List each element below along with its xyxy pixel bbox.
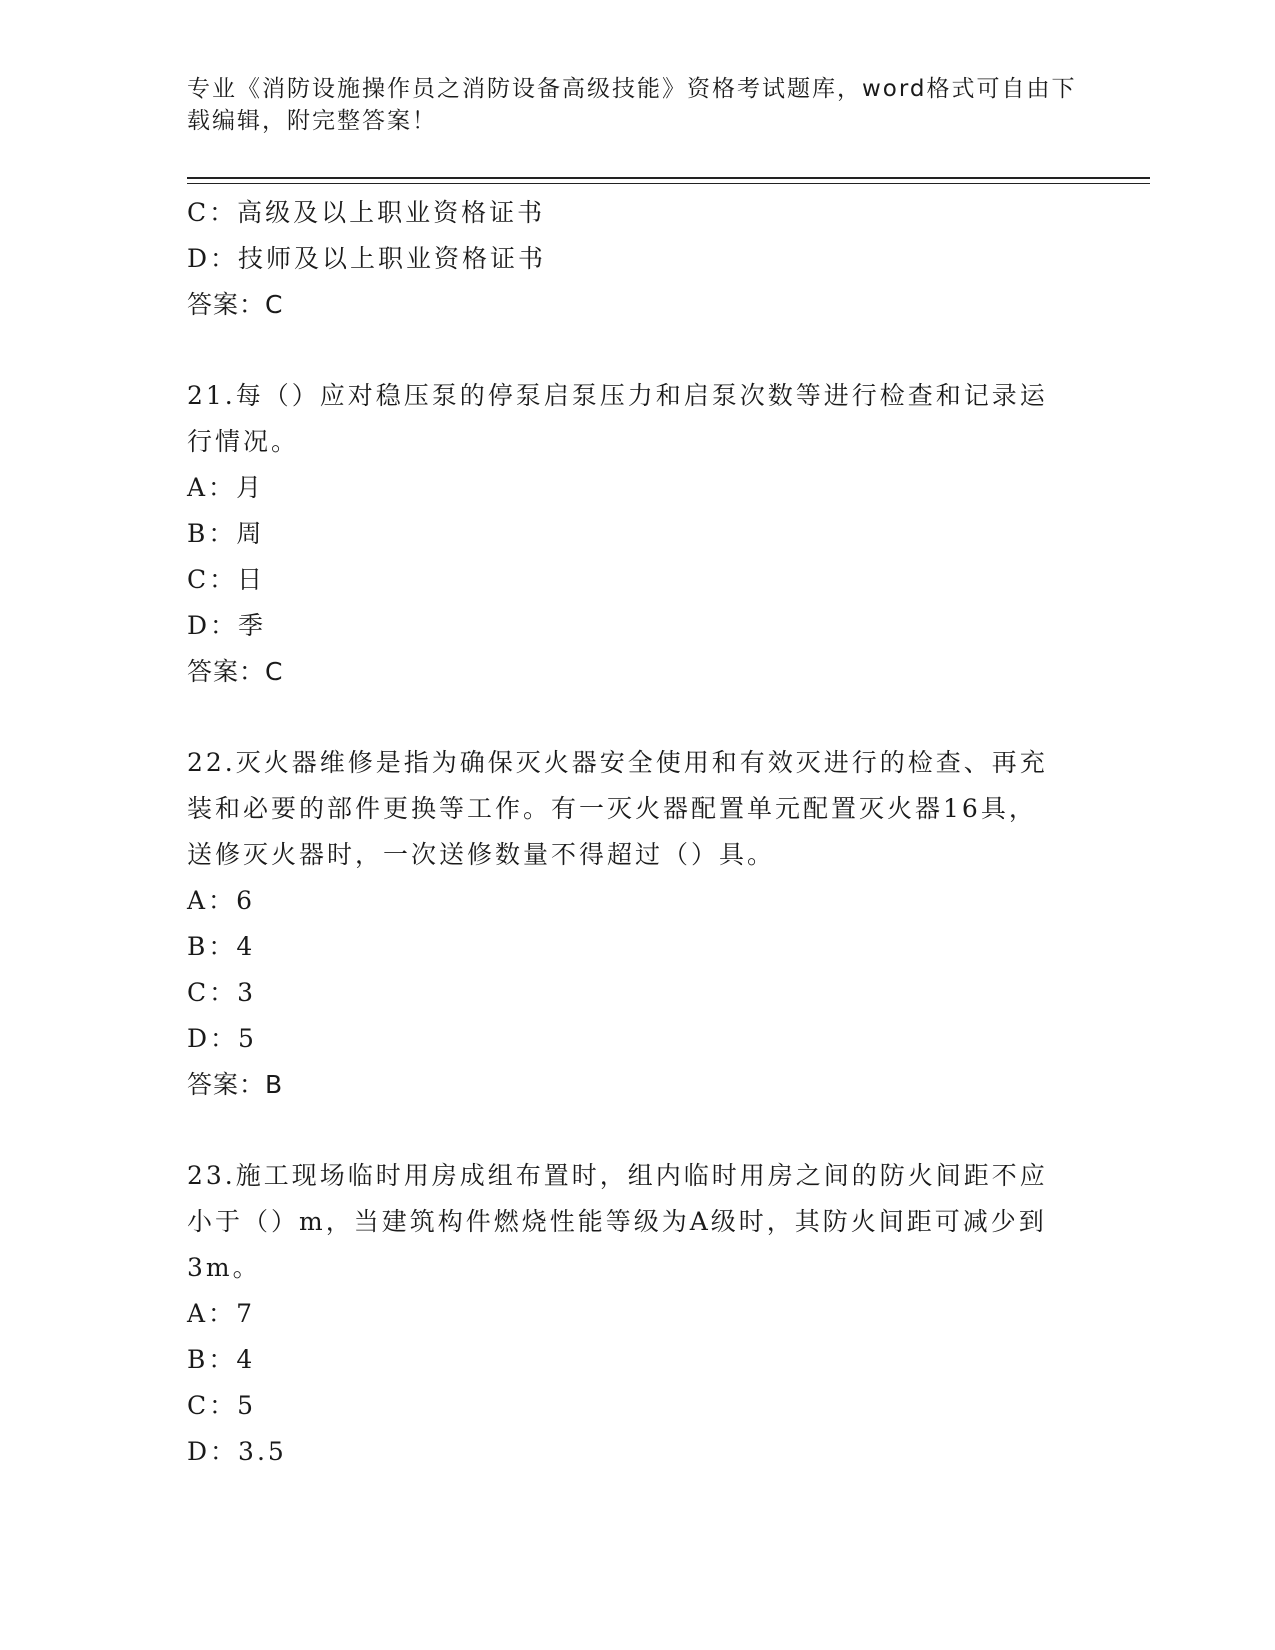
option-a: A：月 [187,473,265,502]
option-c: C：日 [187,565,266,594]
option-c: C：5 [187,1391,257,1420]
question-22-line-3: 送修灭火器时，一次送修数量不得超过（）具。 [187,840,776,869]
question-23-line-1: 23.施工现场临时用房成组布置时，组内临时用房之间的防火间距不应 [187,1161,1048,1190]
question-21-line-1: 21.每（）应对稳压泵的停泵启泵压力和启泵次数等进行检查和记录运 [187,381,1048,410]
question-23-line-3: 3m。 [187,1253,261,1282]
option-d: D：季 [187,611,267,640]
option-c: C：高级及以上职业资格证书 [187,198,546,227]
option-b: B：4 [187,932,256,961]
question-23-line-2: 小于（）m，当建筑构件燃烧性能等级为A级时，其防火间距可减少到 [187,1207,1047,1236]
option-d: D：3.5 [187,1437,287,1466]
option-b: B：4 [187,1345,256,1374]
header-rule-thick [187,177,1150,179]
option-d: D：技师及以上职业资格证书 [187,244,547,273]
question-22-line-2: 装和必要的部件更换等工作。有一灭火器配置单元配置灭火器16具， [187,794,1037,823]
answer-line: 答案：B [187,1070,284,1099]
question-content [187,190,1087,1475]
question-21-line-2: 行情况。 [187,427,300,456]
question-22-line-1: 22.灭火器维修是指为确保灭火器安全使用和有效灭进行的检查、再充 [187,748,1048,777]
header-rule-thin [187,183,1150,184]
option-c: C：3 [187,978,257,1007]
document-header [187,73,1087,137]
option-a: A：7 [187,1299,255,1328]
answer-line: 答案：C [187,657,284,686]
answer-line: 答案：C [187,290,284,319]
header-line-1: 专业《消防设施操作员之消防设备高级技能》资格考试题库，word格式可自由下 [187,76,1077,102]
option-a: A：6 [187,886,255,915]
option-d: D：5 [187,1024,257,1053]
option-b: B：周 [187,519,265,548]
header-line-2: 载编辑，附完整答案！ [187,108,437,134]
